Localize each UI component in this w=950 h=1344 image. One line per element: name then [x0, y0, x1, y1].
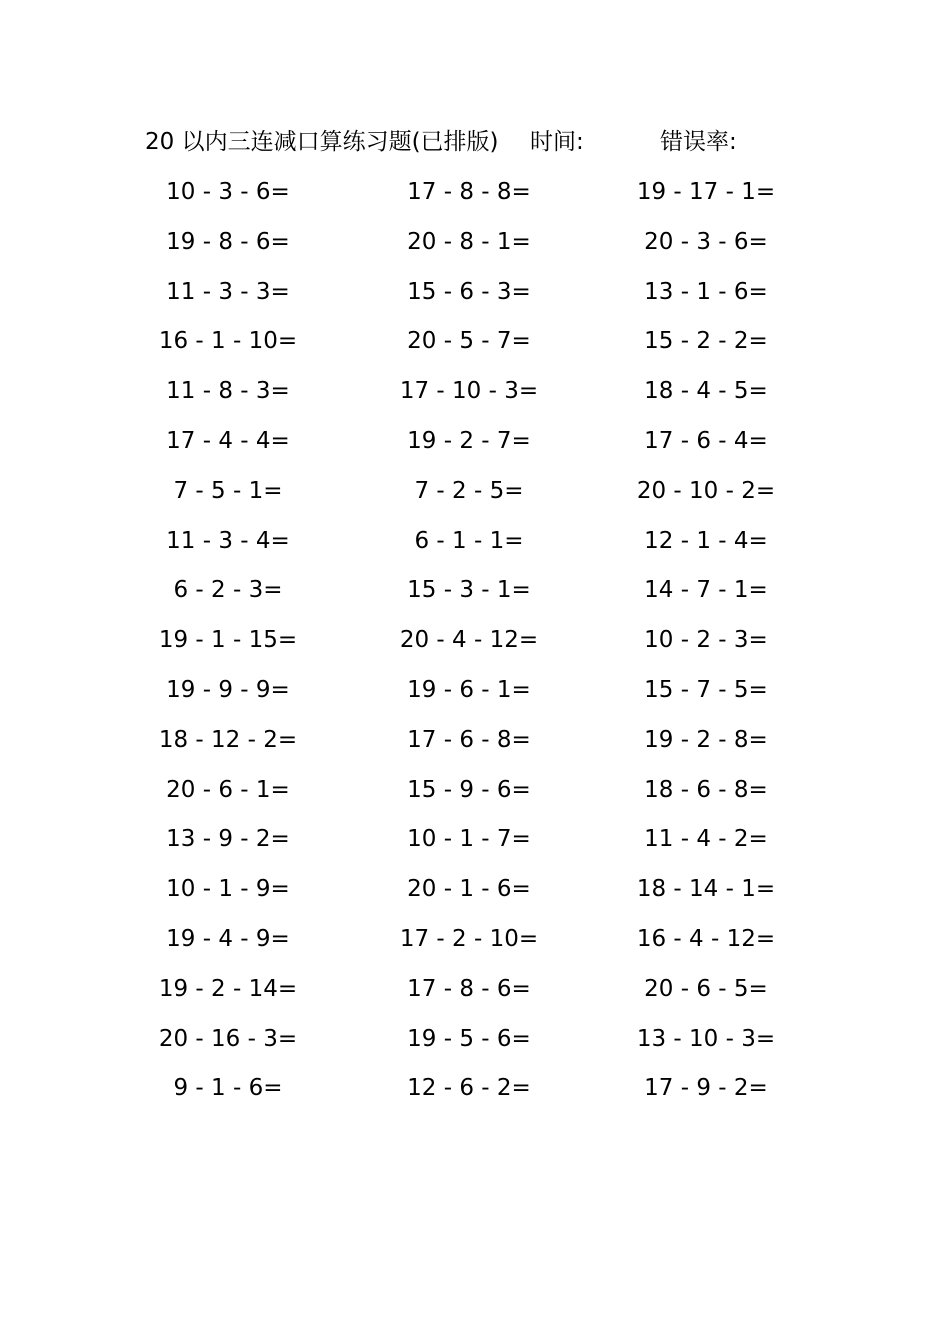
math-problem: 11 - 4 - 2=	[644, 826, 768, 853]
problem-row	[0, 770, 950, 820]
problem-row	[0, 919, 950, 969]
math-problem: 20 - 5 - 7=	[407, 328, 531, 355]
math-problem: 13 - 10 - 3=	[636, 1025, 776, 1052]
math-problem: 7 - 5 - 1=	[173, 477, 283, 504]
problem-row	[0, 172, 950, 222]
problem-row	[0, 1019, 950, 1069]
math-problem: 19 - 6 - 1=	[407, 676, 531, 703]
math-problem: 13 - 9 - 2=	[166, 826, 290, 853]
math-problem: 17 - 8 - 6=	[407, 975, 531, 1002]
math-problem: 20 - 8 - 1=	[407, 228, 531, 255]
math-problem: 15 - 7 - 5=	[644, 676, 768, 703]
math-problem: 19 - 17 - 1=	[636, 179, 776, 205]
problem-row	[0, 371, 950, 421]
problem-row	[0, 869, 950, 919]
math-problem: 18 - 6 - 8=	[644, 776, 768, 803]
math-problem: 12 - 6 - 2=	[407, 1075, 531, 1102]
math-problem: 19 - 1 - 15=	[158, 627, 298, 654]
math-problem: 10 - 1 - 9=	[166, 876, 290, 903]
math-problem: 15 - 9 - 6=	[407, 776, 531, 803]
problem-row	[0, 471, 950, 521]
math-problem: 13 - 1 - 6=	[644, 278, 768, 305]
math-problem: 18 - 14 - 1=	[636, 876, 776, 903]
math-problem: 20 - 6 - 1=	[166, 776, 290, 803]
problem-row	[0, 272, 950, 322]
math-problem: 11 - 3 - 4=	[166, 527, 290, 554]
math-problem: 17 - 2 - 10=	[399, 925, 539, 952]
problem-row	[0, 321, 950, 371]
math-problem: 11 - 8 - 3=	[166, 378, 290, 405]
math-problem: 19 - 2 - 7=	[407, 427, 531, 454]
math-problem: 19 - 5 - 6=	[407, 1025, 531, 1052]
math-problem: 15 - 3 - 1=	[407, 577, 531, 604]
math-problem: 20 - 6 - 5=	[644, 975, 768, 1002]
math-problem: 17 - 9 - 2=	[644, 1075, 768, 1102]
math-problem: 10 - 2 - 3=	[644, 627, 768, 654]
math-problem: 20 - 16 - 3=	[158, 1025, 298, 1052]
problem-row	[0, 670, 950, 720]
time-label: 时间:	[530, 129, 584, 155]
problem-row	[0, 1068, 950, 1118]
math-problem: 11 - 3 - 3=	[166, 278, 290, 305]
math-problem: 6 - 2 - 3=	[173, 577, 283, 604]
problem-row	[0, 819, 950, 869]
math-problem: 10 - 3 - 6=	[166, 179, 290, 205]
math-problem: 17 - 6 - 4=	[644, 427, 768, 454]
math-problem: 15 - 2 - 2=	[644, 328, 768, 355]
math-problem: 9 - 1 - 6=	[173, 1075, 283, 1102]
math-problem: 10 - 1 - 7=	[407, 826, 531, 853]
problem-row	[0, 421, 950, 471]
problem-row	[0, 620, 950, 670]
problem-row	[0, 570, 950, 620]
math-problem: 19 - 8 - 6=	[166, 228, 290, 255]
math-problem: 17 - 10 - 3=	[399, 378, 539, 405]
math-problem: 15 - 6 - 3=	[407, 278, 531, 305]
math-problem: 7 - 2 - 5=	[414, 477, 524, 504]
math-problem: 6 - 1 - 1=	[414, 527, 524, 554]
math-problem: 19 - 2 - 14=	[158, 975, 298, 1002]
problem-grid	[0, 172, 950, 1118]
error-rate-label: 错误率:	[660, 129, 737, 155]
math-problem: 17 - 6 - 8=	[407, 726, 531, 753]
math-problem: 18 - 4 - 5=	[644, 378, 768, 405]
math-problem: 14 - 7 - 1=	[644, 577, 768, 604]
math-problem: 16 - 4 - 12=	[636, 925, 776, 952]
math-problem: 19 - 4 - 9=	[166, 925, 290, 952]
problem-row	[0, 222, 950, 272]
problem-row	[0, 969, 950, 1019]
math-problem: 20 - 4 - 12=	[399, 627, 539, 654]
math-problem: 16 - 1 - 10=	[158, 328, 298, 355]
problem-row	[0, 720, 950, 770]
math-problem: 20 - 1 - 6=	[407, 876, 531, 903]
worksheet-header	[145, 124, 825, 160]
math-problem: 12 - 1 - 4=	[644, 527, 768, 554]
math-problem: 20 - 3 - 6=	[644, 228, 768, 255]
math-problem: 17 - 8 - 8=	[407, 179, 531, 205]
math-problem: 17 - 4 - 4=	[166, 427, 290, 454]
worksheet-title: 20 以内三连减口算练习题(已排版)	[145, 129, 499, 155]
math-problem: 20 - 10 - 2=	[636, 477, 776, 504]
math-problem: 19 - 9 - 9=	[166, 676, 290, 703]
problem-row	[0, 521, 950, 571]
math-problem: 19 - 2 - 8=	[644, 726, 768, 753]
math-problem: 18 - 12 - 2=	[158, 726, 298, 753]
